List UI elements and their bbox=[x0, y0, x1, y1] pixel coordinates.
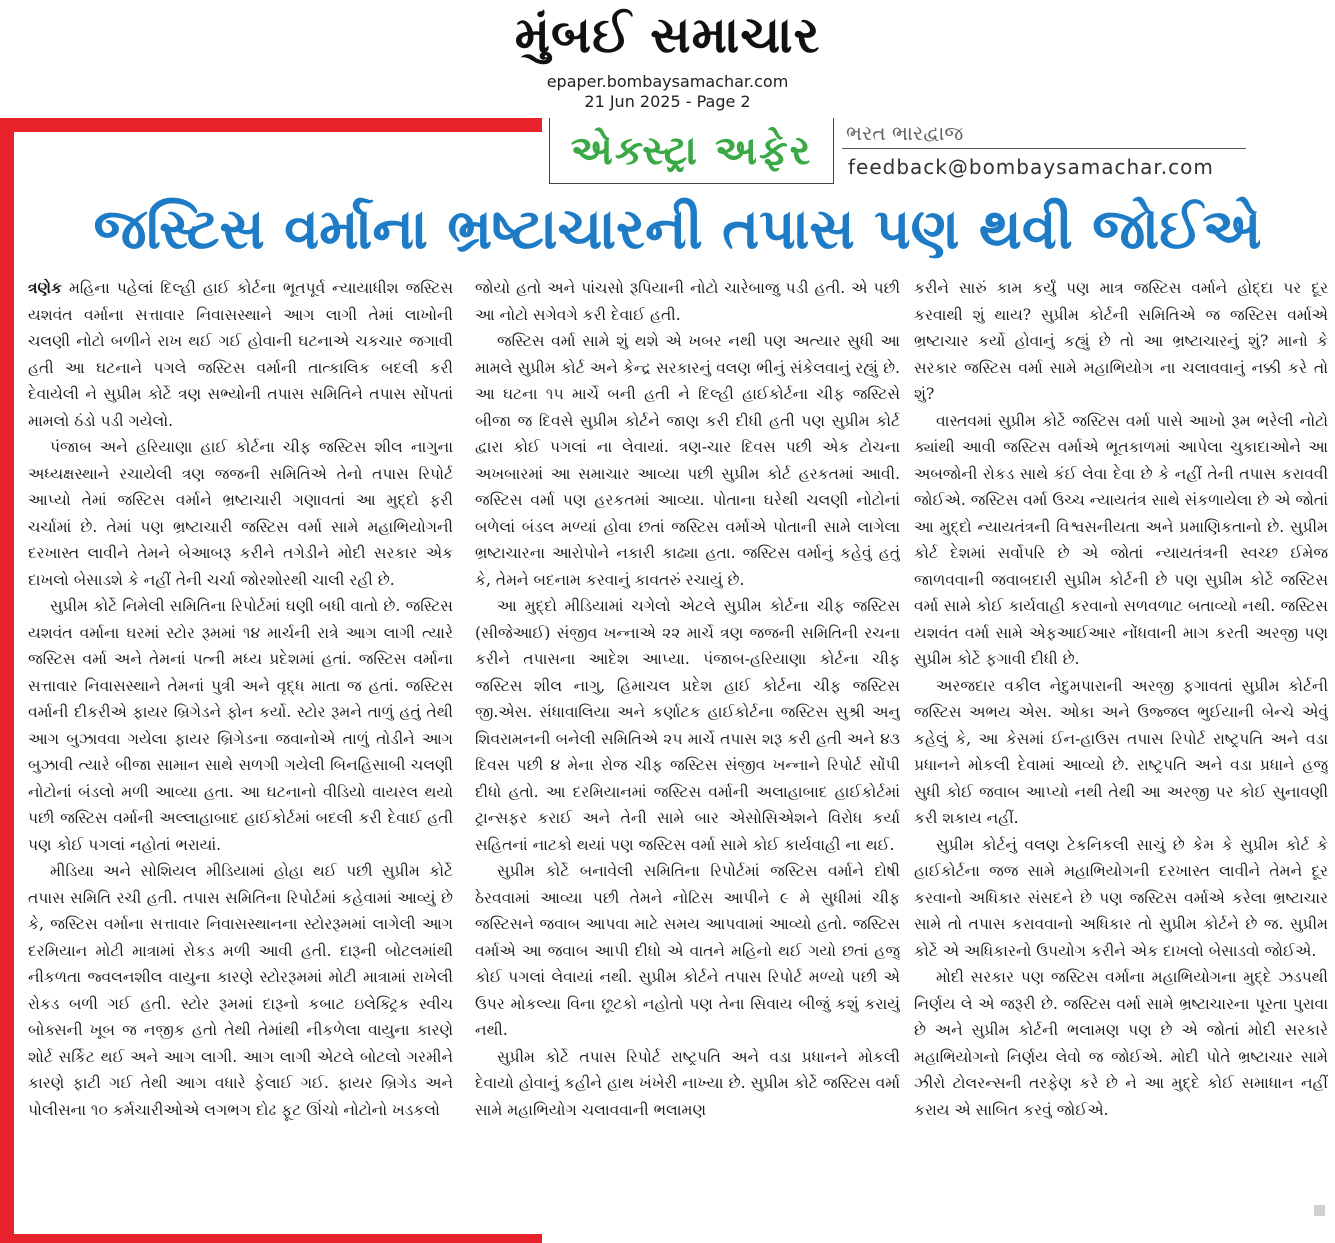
paragraph: અરજદાર વકીલ નેદુમપારાની અરજી ફગાવતાં સુપ્રીમ કોર્ટની જસ્ટિસ અભય એસ. ઓકા અને ઉજ્જલ ભુઈયાની બેન્ચે એવું કહેલું કે, આ કેસમાં ઈન-હાઉસ તપાસ રિપોર્ટ રાષ્ટ્રપતિ અને વડા પ્રધાનને મોકલી દેવામાં આવ્યો છે. રાષ્ટ્રપતિ અને વડા પ્રધાને હજુ સુધી કોઈ જવાબ આપ્યો નથી તેથી આ અરજી પર કોઈ સુનાવણી કરી શકાય નહીં. bbox=[914, 676, 1328, 827]
article-body bbox=[28, 275, 1328, 1225]
paragraph: પંજાબ અને હરિયાણા હાઈ કોર્ટના ચીફ જસ્ટિસ શીલ નાગુના અધ્યક્ષસ્થાને રચાયેલી ત્રણ જજની સમિતિએ તેનો તપાસ રિપોર્ટ આપ્યો તેમાં જસ્ટિસ વર્માને ભ્રષ્ટાચારી ગણાવતાં આ મુદ્દો ફરી ચર્ચામાં છે. તેમાં પણ ભ્રષ્ટાચારી જસ્ટિસ વર્મા સામે મહાભિયોગની દરખાસ્ત લાવીને તેમને બેઆબરૂ કરીને તગેડીને મોદી સરકાર એક દાખલો બેસાડશે કે નહીં તેની ચર્ચા જોરશોરથી ચાલી રહી છે. bbox=[28, 438, 453, 589]
paragraph bbox=[28, 275, 453, 434]
column-name-box bbox=[549, 118, 834, 184]
column-title: એક્સ્ટ્રા અફેર bbox=[570, 127, 813, 174]
paragraph-text: મહિના પહેલાં દિલ્હી હાઈ કોર્ટના ભૂતપૂર્વ ન્યાયાધીશ જસ્ટિસ યશવંત વર્માના સત્તાવાર નિવાસસ્થાને આગ લાગી તેમાં લાખોની ચલણી નોટો બળીને રાખ થઈ ગઈ હોવાની ઘટનાએ ચકચાર જગાવી હતી આ ઘટનાને પગલે જસ્ટિસ વર્માની તાત્કાલિક બદલી કરી દેવાયેલી ને સુપ્રીમ કોર્ટે ત્રણ સભ્યોની તપાસ સમિતિને તપાસ સોંપતાં મામલો ઠંડો પડી ગયેલો. bbox=[28, 279, 453, 430]
article-headline: જસ્ટિસ વર્માના ભ્રષ્ટાચારની તપાસ પણ થવી જોઈએ bbox=[93, 197, 1262, 262]
paragraph: સુપ્રીમ કોર્ટે બનાવેલી સમિતિના રિપોર્ટમાં જસ્ટિસ વર્માને દોષી ઠેરવવામાં આવ્યા પછી તેમને નોટિસ આપીને ૯ મે સુધીમાં ચીફ જસ્ટિસને જવાબ આપવા માટે સમય આપવામાં આવ્યો હતો. જસ્ટિસ વર્માએ આ જવાબ આપી દીધો એ વાતને મહિનો થઈ ગયો છતાં હજુ કોઈ પગલાં લેવાયાં નથી. સુપ્રીમ કોર્ટને તપાસ રિપોર્ટ મળ્યો પછી એ ઉપર મોકલ્યા વિના છૂટકો નહોતો પણ તેના સિવાય બીજું કશું કરાયું નથી. bbox=[475, 862, 900, 1039]
article-column-3 bbox=[914, 275, 1328, 1225]
red-frame-left bbox=[0, 118, 14, 1243]
red-frame-bottom bbox=[0, 1234, 542, 1243]
byline-divider bbox=[842, 148, 1246, 149]
byline-author: ભરત ભારદ્વાજ bbox=[846, 121, 964, 145]
paragraph: મીડિયા અને સોશિયલ મીડિયામાં હોહા થઈ પછી સુપ્રીમ કોર્ટે તપાસ સમિતિ રચી હતી. તપાસ સમિતિના રિપોર્ટમાં કહેવામાં આવ્યું છે કે, જસ્ટિસ વર્માના સત્તાવાર નિવાસસ્થાનના સ્ટોરરૂમમાં લાગેલી આગ દરમિયાન મોટી માત્રામાં રોકડ મળી આવી હતી. દારૂની બોટલમાંથી નીકળતા જ્વલનશીલ વાયુના કારણે સ્ટોરરૂમમાં મોટી માત્રામાં રાખેલી રોકડ બળી ગઈ હતી. સ્ટોર રૂમમાં દારૂનો કબાટ ઇલેક્ટ્રિક સ્વીચ બોક્સની ખૂબ જ નજીક હતો તેથી તેમાંથી નીકળેલા વાયુના કારણે શોર્ટ સર્કિટ થઈ અને આગ લાગી. આગ લાગી એટલે બોટલો ગરમીને કારણે ફાટી ગઈ તેથી આગ વધારે ફેલાઈ ગઈ. ફાયર બ્રિગેડ અને પોલીસના ૧૦ કર્મચારીઓએ લગભગ દોઢ ફૂટ ઊંચો નોટોનો ખડકલો bbox=[28, 862, 453, 1119]
paragraph: આ મુદ્દો મીડિયામાં ચગેલો એટલે સુપ્રીમ કોર્ટના ચીફ જસ્ટિસ (સીજેઆઈ) સંજીવ ખન્નાએ ૨૨ માર્ચે ત્રણ જજની સમિતિની રચના કરીને તપાસના આદેશ આપ્યા. પંજાબ-હરિયાણા કોર્ટના ચીફ જસ્ટિસ શીલ નાગુ, હિમાચલ પ્રદેશ હાઈ કોર્ટના ચીફ જસ્ટિસ જી.એસ. સંધાવાલિયા અને કર્ણાટક હાઈકોર્ટના જસ્ટિસ સુશ્રી અનુ શિવરામનની બનેલી સમિતિએ ૨૫ માર્ચે તપાસ શરૂ કરી હતી અને ૪૩ દિવસ પછી ૪ મેના રોજ ચીફ જસ્ટિસ સંજીવ ખન્નાને રિપોર્ટ સોંપી દીધો હતો. આ દરમિયાનમાં જસ્ટિસ વર્માની અલાહાબાદ હાઈકોર્ટમાં ટ્રાન્સફર કરાઈ અને તેની સામે બાર એસોસિએશને વિરોધ કર્યા સહિતનાં નાટકો થયાં પણ જસ્ટિસ વર્મા સામે કોઈ કાર્યવાહી ના થઈ. bbox=[475, 597, 900, 854]
paragraph: જોયો હતો અને પાંચસો રૂપિયાની નોટો ચારેબાજુ પડી હતી. એ પછી આ નોટો સગેવગે કરી દેવાઈ હતી. bbox=[475, 279, 900, 324]
paragraph: મોદી સરકાર પણ જસ્ટિસ વર્માના મહાભિયોગના મુદ્દે ઝડપથી નિર્ણય લે એ જરૂરી છે. જસ્ટિસ વર્મા સામે ભ્રષ્ટાચારના પૂરતા પુરાવા છે અને સુપ્રીમ કોર્ટની ભલામણ પણ છે એ જોતાં મોદી સરકારે મહાભિયોગનો નિર્ણય લેવો જ જોઈએ. મોદી પોતે ભ્રષ્ટાચાર સામે ઝીરો ટોલરન્સની તરફેણ કરે છે ને આ મુદ્દે કોઈ સમાધાન નહીં કરાય એ સાબિત કરવું જોઈએ. bbox=[914, 968, 1328, 1119]
lead-word: ત્રણેક bbox=[28, 278, 62, 297]
paragraph: સુપ્રીમ કોર્ટનું વલણ ટેકનિકલી સાચું છે કેમ કે સુપ્રીમ કોર્ટ કે હાઈકોર્ટના જજ સામે મહાભિયોગની દરખાસ્ત લાવીને તેમને દૂર કરવાનો અધિકાર સંસદને છે પણ જસ્ટિસ વર્માએ કરેલા ભ્રષ્ટાચાર સામે તો તપાસ કરાવવાનો અધિકાર તો સુપ્રીમ કોર્ટને છે જ. સુપ્રીમ કોર્ટે એ અધિકારનો ઉપયોગ કરીને એક દાખલો બેસાડવો જોઈએ. bbox=[914, 835, 1328, 960]
edition-date-page: 21 Jun 2025 - Page 2 bbox=[584, 92, 751, 111]
article-column-2 bbox=[475, 275, 900, 1225]
paragraph: સુપ્રીમ કોર્ટે નિમેલી સમિતિના રિપોર્ટમાં ઘણી બધી વાતો છે. જસ્ટિસ યશવંત વર્માના ઘરમાં સ્ટોર રૂમમાં ૧૪ માર્ચની રાત્રે આગ લાગી ત્યારે જસ્ટિસ વર્મા અને તેમનાં પત્ની મધ્ય પ્રદેશમાં હતાં. જસ્ટિસ વર્માના સત્તાવાર નિવાસસ્થાને તેમનાં પુત્રી અને વૃદ્ધ માતા જ હતાં. જસ્ટિસ વર્માની દીકરીએ ફાયર બ્રિગેડને ફોન કર્યો. સ્ટોર રૂમને તાળું હતું તેથી આગ બુઝાવવા ગયેલા ફાયર બ્રિગેડના જવાનોએ તાળું તોડીને આગ બુઝાવી ત્યારે બીજા સામાન સાથે સળગી ગયેલી બિનહિસાબી ચલણી નોટોનાં બંડલો મળી આવ્યા હતા. આ ઘટનાનો વીડિયો વાયરલ થયો પછી જસ્ટિસ વર્માની અલ્લાહાબાદ હાઈકોર્ટમાં બદલી કરી દેવાઈ હતી પણ કોઈ પગલાં નહોતાં ભરાયાં. bbox=[28, 597, 453, 854]
article-end-mark bbox=[1314, 1205, 1325, 1216]
paragraph: કરીને સારું કામ કર્યું પણ માત્ર જસ્ટિસ વર્માને હોદ્દા પર દૂર કરવાથી શું થાય? સુપ્રીમ કોર્ટની સમિતિએ જ જસ્ટિસ વર્માએ ભ્રષ્ટાચાર કર્યો હોવાનું કહ્યું છે તો આ ભ્રષ્ટાચારનું શું? માનો કે સરકાર જસ્ટિસ વર્મા સામે મહાભિયોગ ના ચલાવવાનું નક્કી કરે તો શું? bbox=[914, 279, 1328, 403]
newspaper-logo: મુંબઈ સમાચાર bbox=[514, 6, 821, 64]
paragraph: સુપ્રીમ કોર્ટે તપાસ રિપોર્ટ રાષ્ટ્રપતિ અને વડા પ્રધાનને મોકલી દેવાયો હોવાનું કહીને હાથ ખંખેરી નાખ્યા છે. સુપ્રીમ કોર્ટે જસ્ટિસ વર્મા સામે મહાભિયોગ ચલાવવાની ભલામણ bbox=[475, 1047, 900, 1119]
red-frame-top bbox=[0, 118, 542, 132]
paragraph: જસ્ટિસ વર્મા સામે શું થશે એ ખબર નથી પણ અત્યાર સુધી આ મામલે સુપ્રીમ કોર્ટ અને કેન્દ્ર સરકારનું વલણ ભીનું સંકેલવાનું રહ્યું છે. આ ઘટના ૧૫ માર્ચે બની હતી ને દિલ્હી હાઈકોર્ટના ચીફ જસ્ટિસે બીજા જ દિવસે સુપ્રીમ કોર્ટને જાણ કરી દીધી હતી પણ સુપ્રીમ કોર્ટ દ્વારા કોઈ પગલાં ના લેવાયાં. ત્રણ-ચાર દિવસ પછી એક ટોચના અખબારમાં આ સમાચાર આવ્યા પછી સુપ્રીમ કોર્ટ હરકતમાં આવી. જસ્ટિસ વર્મા પણ હરકતમાં આવ્યા. પોતાના ઘરેથી ચલણી નોટોનાં બળેલાં બંડલ મળ્યાં હોવા છતાં જસ્ટિસ વર્માએ પોતાની સામે લાગેલા ભ્રષ્ટાચારના આરોપોને નકારી કાઢ્યા હતા. જસ્ટિસ વર્માનું કહેવું હતું કે, તેમને બદનામ કરવાનું કાવતરું રચાયું છે. bbox=[475, 332, 900, 589]
paragraph: વાસ્તવમાં સુપ્રીમ કોર્ટે જસ્ટિસ વર્મા પાસે આખો રૂમ ભરેલી નોટો ક્યાંથી આવી જસ્ટિસ વર્માએ ભૂતકાળમાં આપેલા ચુકાદાઓને આ અબજોની રોકડ સાથે કંઈ લેવા દેવા છે કે નહીં તેની તપાસ કરાવવી જોઈએ. જસ્ટિસ વર્મા ઉચ્ચ ન્યાયતંત્ર સાથે સંકળાયેલા છે એ જોતાં આ મુદ્દો ન્યાયતંત્રની વિશ્વસનીયતા અને પ્રમાણિકતાનો છે. સુપ્રીમ કોર્ટ દેશમાં સર્વોપરિ છે એ જોતાં ન્યાયતંત્રની સ્વચ્છ ઈમેજ જાળવવાની જવાબદારી સુપ્રીમ કોર્ટની છે પણ સુપ્રીમ કોર્ટે જસ્ટિસ વર્મા સામે કોઈ કાર્યવાહી કરવાનો સળવળાટ બતાવ્યો નથી. જસ્ટિસ યશવંત વર્મા સામે એફઆઈઆર નોંધવાની માગ કરતી અરજી પણ સુપ્રીમ કોર્ટે ફગાવી દીધી છે. bbox=[914, 411, 1328, 668]
byline-email[interactable]: feedback@bombaysamachar.com bbox=[848, 155, 1214, 179]
epaper-url[interactable]: epaper.bombaysamachar.com bbox=[546, 72, 789, 91]
article-column-1 bbox=[28, 275, 453, 1225]
